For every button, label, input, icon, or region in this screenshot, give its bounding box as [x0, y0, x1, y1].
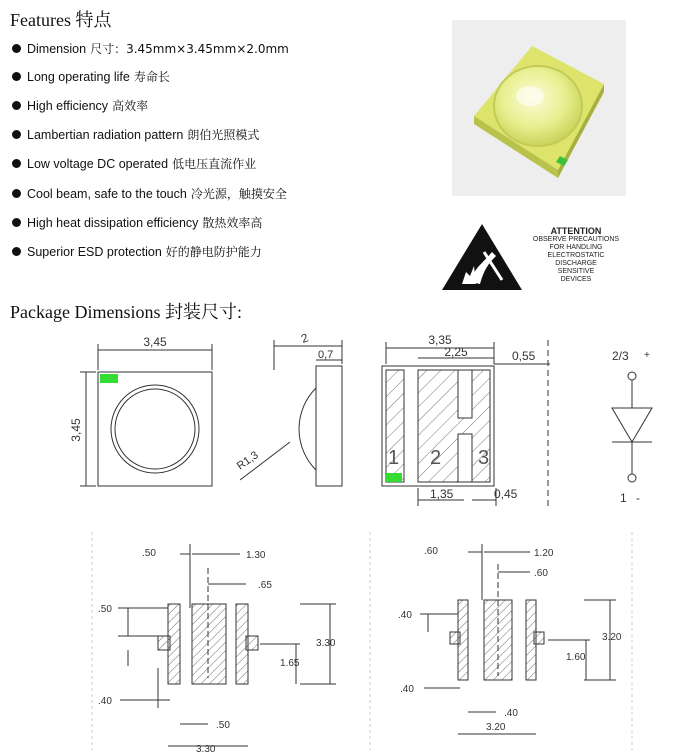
- feature-cn: 朗伯光照模式: [187, 128, 260, 142]
- attention-line: DISCHARGE: [555, 260, 597, 267]
- feature-cn: 尺寸：3.45mm×3.45mm×2.0mm: [90, 42, 289, 56]
- led-photo: [452, 20, 626, 196]
- fp-right-d9: 3.20: [486, 722, 506, 733]
- attention-line: ELECTROSTATIC: [547, 252, 605, 259]
- feature-en: High efficiency: [27, 99, 109, 113]
- bullet-icon: [12, 218, 21, 227]
- anode-sign: +: [644, 350, 650, 361]
- feature-en: Superior ESD protection: [27, 245, 162, 259]
- attention-line: DEVICES: [560, 276, 592, 283]
- pad-label: 3: [478, 447, 490, 469]
- pad-label: 2: [430, 447, 442, 469]
- fp-right-d2: 1.20: [534, 548, 554, 559]
- fp-right-d7: .40: [400, 684, 414, 695]
- feature-cn: 散热效率高: [202, 216, 263, 230]
- attention-line: SENSITIVE: [557, 268, 595, 275]
- feature-cn: 好的静电防护能力: [165, 245, 262, 259]
- fp-right-d5: 3.20: [602, 632, 622, 643]
- feature-item: [12, 126, 259, 143]
- fp-right-d3: .60: [534, 568, 548, 579]
- feature-en: Long operating life: [27, 70, 130, 84]
- bullet-icon: [12, 101, 21, 110]
- fp-left-d1: .50: [142, 548, 156, 559]
- package-drawing: [0, 330, 684, 520]
- feature-en: Cool beam, safe to the touch: [27, 187, 187, 201]
- side-view-height: 2: [299, 330, 311, 346]
- fp-left-d8: .50: [216, 720, 230, 731]
- fp-left-d7: .40: [98, 696, 112, 707]
- attention-line: OBSERVE PRECAUTIONS: [532, 236, 620, 243]
- fp-left-d5: 3.30: [316, 638, 336, 649]
- fp-left-d4: .50: [98, 604, 112, 615]
- feature-cn: 高效率: [112, 99, 149, 113]
- cathode-sign: -: [636, 491, 640, 505]
- esd-warning-icon: [440, 222, 524, 292]
- fp-left-d3: .65: [258, 580, 272, 591]
- fp-right-d4: .40: [398, 610, 412, 621]
- cathode-label: 1: [620, 491, 627, 505]
- feature-en: Lambertian radiation pattern: [27, 128, 184, 142]
- feature-en: Dimension: [27, 42, 87, 56]
- bottom-view-gap: 0,55: [512, 349, 536, 363]
- feature-item: [12, 155, 256, 172]
- side-view-base: 0,7: [318, 349, 334, 361]
- feature-en: High heat dissipation efficiency: [27, 216, 199, 230]
- fp-left-d2: 1.30: [246, 550, 266, 561]
- bullet-icon: [12, 72, 21, 81]
- bullet-icon: [12, 247, 21, 256]
- bullet-icon: [12, 130, 21, 139]
- fp-right-d8: .40: [504, 708, 518, 719]
- bullet-icon: [12, 159, 21, 168]
- feature-item: [12, 40, 289, 57]
- footprint-drawing: [0, 528, 684, 755]
- feature-item: [12, 243, 262, 260]
- pin1-marker: [386, 473, 402, 482]
- pin1-marker: [100, 374, 118, 383]
- feature-item: [12, 185, 287, 202]
- attention-heading: ATTENTION: [550, 226, 602, 236]
- package-dimensions-title: Package Dimensions 封装尺寸:: [10, 302, 242, 322]
- pad-label: 1: [388, 447, 400, 469]
- bottom-view-dim-right: 0,45: [494, 487, 518, 501]
- top-view-height: 3,45: [69, 418, 83, 442]
- fp-left-d6: 1.65: [280, 658, 300, 669]
- feature-cn: 低电压直流作业: [172, 157, 257, 171]
- feature-item: [12, 97, 148, 114]
- feature-item: [12, 68, 170, 85]
- bottom-view-width: 3,35: [428, 333, 452, 347]
- feature-en: Low voltage DC operated: [27, 157, 169, 171]
- attention-text: [522, 226, 630, 284]
- bullet-icon: [12, 189, 21, 198]
- feature-cn: 寿命长: [133, 70, 170, 84]
- features-title: Features 特点: [10, 10, 112, 30]
- anode-label: 2/3: [612, 349, 629, 363]
- fp-right-d1: .60: [424, 546, 438, 557]
- feature-cn: 冷光源，触摸安全: [190, 187, 287, 201]
- fp-right-d6: 1.60: [566, 652, 586, 663]
- side-view-radius: R1,3: [234, 449, 261, 473]
- attention-line: FOR HANDLING: [549, 244, 603, 251]
- feature-item: [12, 214, 262, 231]
- bottom-view-dim-left: 1,35: [430, 487, 454, 501]
- bullet-icon: [12, 44, 21, 53]
- bottom-view-inner: 2,25: [444, 345, 468, 359]
- fp-left-d9: 3.30: [196, 744, 216, 755]
- top-view-width: 3,45: [143, 335, 167, 349]
